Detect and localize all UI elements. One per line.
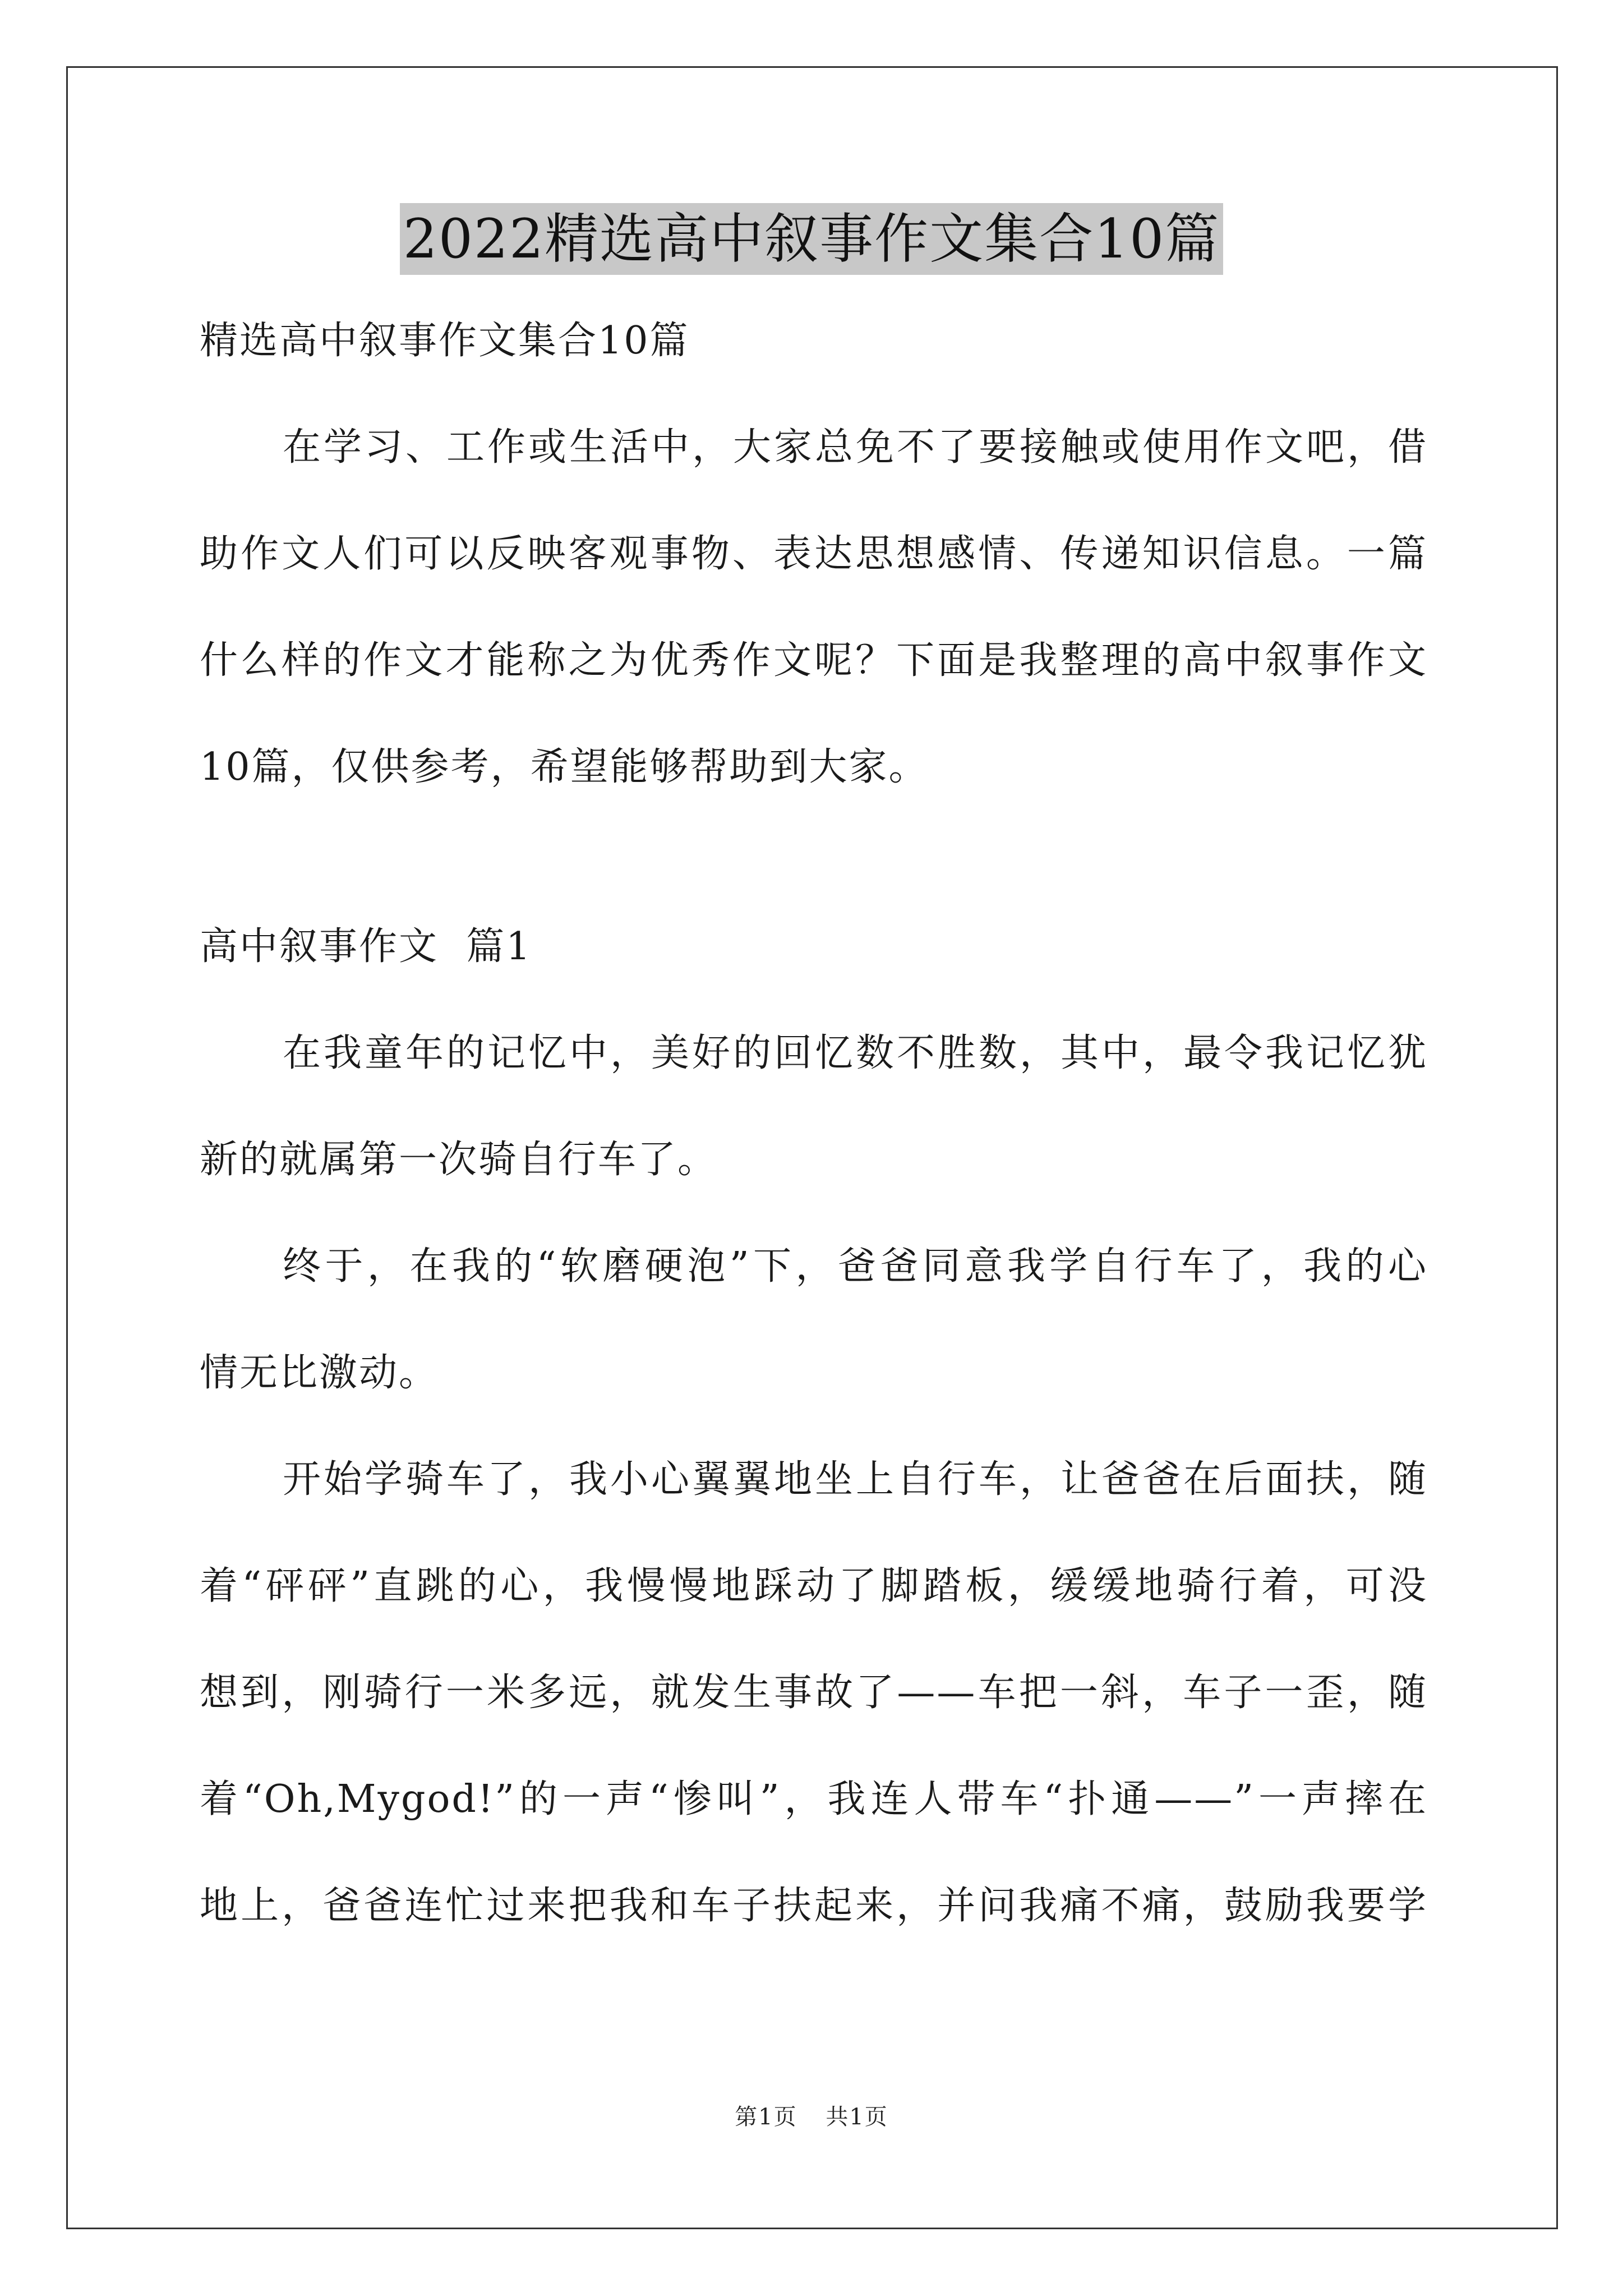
page-total: 共1页 (826, 2104, 888, 2130)
document-title: 2022精选高中叙事作文集合10篇 (400, 203, 1223, 275)
paragraph-line: 终于，在我的“软磨硬泡”下，爸爸同意我学自行车了，我的心 (283, 1244, 1428, 1289)
paragraph-line: 情无比激动。 (200, 1351, 439, 1395)
section-heading: 高中叙事作文 篇1 (200, 924, 532, 969)
page-footer (0, 2099, 1623, 2131)
paragraph-line: 开始学骑车了，我小心翼翼地坐上自行车，让爸爸在后面扶，随 (283, 1457, 1428, 1502)
paragraph-line: 地上，爸爸连忙过来把我和车子扶起来，并问我痛不痛，鼓励我要学 (200, 1884, 1428, 1928)
title-container (0, 203, 1623, 275)
intro-line: 10篇，仅供参考，希望能够帮助到大家。 (200, 745, 929, 789)
document-body (200, 314, 1428, 1986)
paragraph-line: 在我童年的记忆中，美好的回忆数不胜数，其中，最令我记忆犹 (283, 1031, 1428, 1075)
paragraph-line: 着“砰砰”直跳的心，我慢慢地踩动了脚踏板，缓缓地骑行着，可没 (200, 1564, 1428, 1608)
intro-line: 助作文人们可以反映客观事物、表达思想感情、传递知识信息。一篇 (200, 532, 1428, 576)
paragraph-line: 着“Oh,Mygod!”的一声“惨叫”，我连人带车“扑通——”一声摔在 (200, 1777, 1428, 1821)
intro-line: 在学习、工作或生活中，大家总免不了要接触或使用作文吧，借 (283, 425, 1428, 470)
document-subtitle: 精选高中叙事作文集合10篇 (200, 319, 690, 363)
paragraph-line: 新的就属第一次骑自行车了。 (200, 1138, 718, 1182)
intro-line: 什么样的作文才能称之为优秀作文呢？下面是我整理的高中叙事作文 (200, 638, 1428, 683)
paragraph-line: 想到，刚骑行一米多远，就发生事故了——车把一斜，车子一歪，随 (200, 1671, 1428, 1715)
page-number: 第1页 (735, 2104, 797, 2130)
section-spacer (200, 847, 1428, 920)
